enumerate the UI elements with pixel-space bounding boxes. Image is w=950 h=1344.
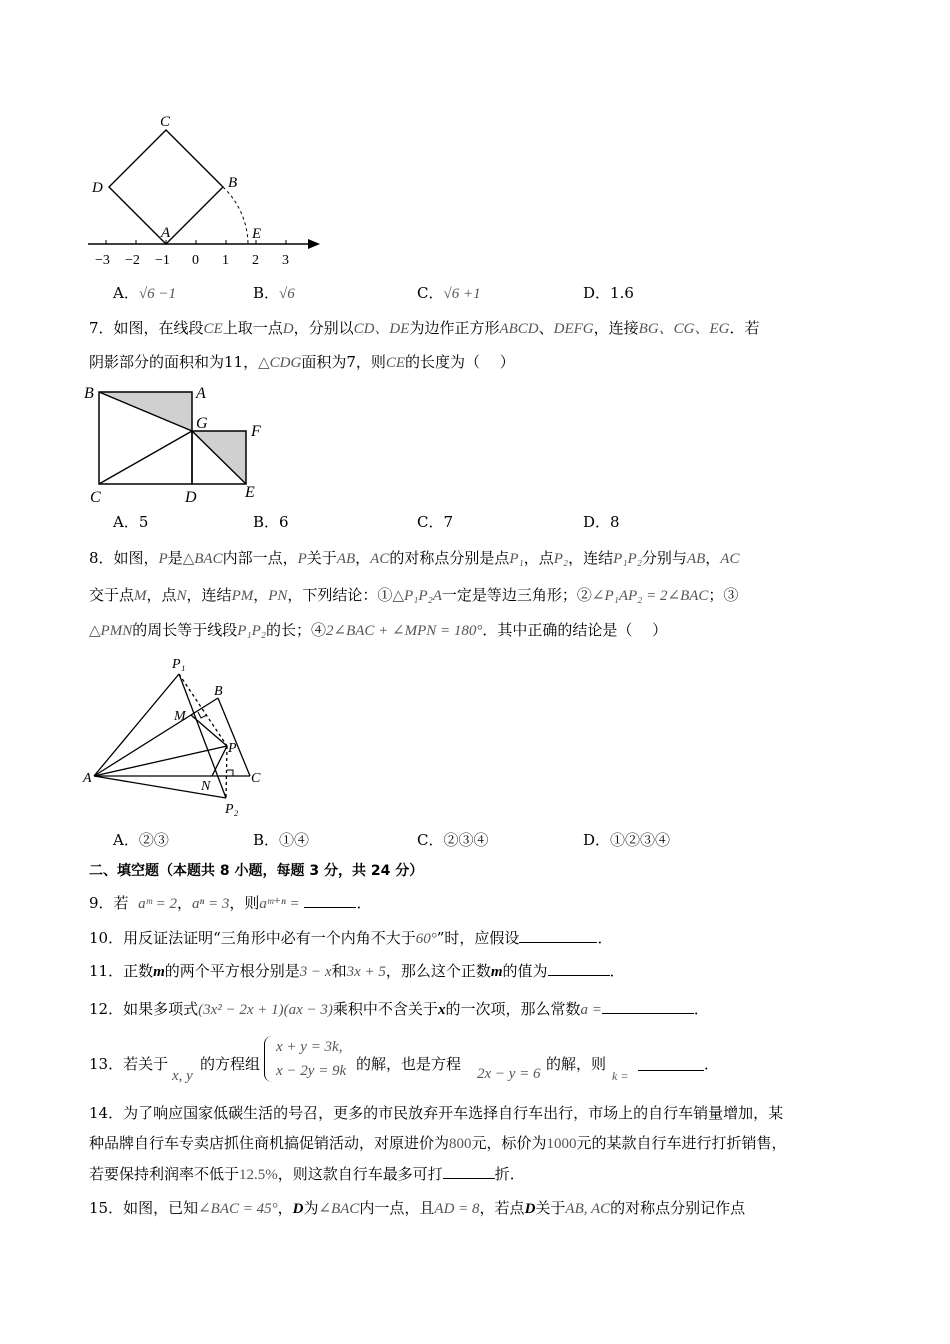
- label-a: A: [83, 771, 92, 786]
- q6-option-d[interactable]: D．1.6: [583, 284, 634, 302]
- label-e: E: [252, 226, 262, 242]
- arc-be: [223, 187, 248, 244]
- q9-answer-blank[interactable]: [304, 893, 356, 908]
- label-p2: P₂: [225, 802, 239, 817]
- q13-brace: [264, 1036, 273, 1082]
- label-c: C: [90, 489, 101, 506]
- q13-prefix: 13．若关于: [89, 1055, 169, 1073]
- label-p: P: [228, 741, 237, 756]
- label-a: A: [196, 385, 206, 402]
- tick-label: −2: [125, 253, 140, 268]
- tick-label: −3: [95, 253, 110, 268]
- q13-eq2: x − 2y = 9k: [276, 1063, 347, 1079]
- q11-answer-blank[interactable]: [548, 961, 610, 976]
- q14-line-2: 种品牌自行车专卖店抓住商机搞促销活动，对原进价为800元，标价为1000元的某款自行车进行打折销售，: [89, 1134, 787, 1152]
- q6-option-a[interactable]: A．√6 −1: [113, 284, 176, 302]
- label-c: C: [160, 114, 171, 130]
- q13-vars: x, y: [172, 1068, 193, 1084]
- q13-period: ．: [704, 1055, 720, 1073]
- q8-option-b[interactable]: B．①④: [253, 831, 310, 849]
- q13-eq3: 2x − y = 6: [477, 1066, 541, 1082]
- tick-label: 1: [222, 253, 229, 268]
- q14-line-1: 14．为了响应国家低碳生活的号召，更多的市民放弃开车选择自行车出行，市场上的自行车销量增加，某: [89, 1104, 784, 1122]
- q7-line-1: 7．如图，在线段CE上取一点D，分别以CD、DE为边作正方形ABCD、DEFG，连接BG、CG、EG．若: [89, 319, 760, 337]
- q8-line-2: 交于点M，点N，连结PM，PN，下列结论：①△P₁P₂A一定是等边三角形；②∠P₁AP₂ = 2∠BAC；③: [89, 586, 739, 604]
- side-bc: [218, 698, 250, 776]
- q8-option-c[interactable]: C．②③④: [417, 831, 489, 849]
- q8-line-3: △PMN的周长等于线段P₁P₂的长；④2∠BAC + ∠MPN = 180°．其中正确的结论是（ ）: [89, 621, 668, 639]
- q6-figure: [80, 110, 330, 270]
- tick-label: 3: [282, 253, 289, 268]
- q7-option-b[interactable]: B．6: [253, 513, 289, 531]
- q7-option-c[interactable]: C．7: [417, 513, 454, 531]
- q6-option-b[interactable]: B．√6: [253, 284, 295, 302]
- label-m: M: [174, 709, 186, 724]
- q8-option-d[interactable]: D．①②③④: [583, 831, 671, 849]
- label-b: B: [214, 684, 223, 699]
- q13-eq1: x + y = 3k,: [276, 1039, 343, 1055]
- tick-label: 2: [252, 253, 259, 268]
- q7-figure: [80, 378, 280, 508]
- label-g: G: [196, 415, 208, 432]
- tick-label: 0: [192, 253, 199, 268]
- q8-line-1: 8．如图，P是△BAC内部一点，P关于AB，AC的对称点分别是点P₁，点P₂，连结P₁P₂分别与AB，AC: [89, 549, 740, 567]
- q8-option-a[interactable]: A．②③: [113, 831, 169, 849]
- label-a: A: [161, 225, 171, 241]
- q7-option-d[interactable]: D．8: [583, 513, 620, 531]
- q6-option-c[interactable]: C．√6 +1: [417, 284, 481, 302]
- label-d: D: [185, 489, 197, 506]
- q11: 11．正数m的两个平方根分别是3 − x和3x + 5，那么这个正数m的值为 ．: [89, 962, 625, 980]
- q9: 9．若 aᵐ = 2，aⁿ = 3，则aᵐ⁺ⁿ = ．: [89, 894, 372, 912]
- label-c: C: [251, 771, 261, 786]
- label-p1: P₁: [172, 657, 186, 672]
- q13-system-label: 的方程组: [200, 1055, 261, 1073]
- label-e: E: [245, 484, 255, 501]
- side-ab: [94, 698, 218, 776]
- q13-k: k =: [612, 1069, 629, 1083]
- tick-label: −1: [155, 253, 170, 268]
- q13-end: 的解，则: [546, 1055, 607, 1073]
- label-f: F: [251, 423, 261, 440]
- q10: 10．用反证法证明“三角形中必有一个内角不大于60°”时，应假设 ．: [89, 929, 613, 947]
- q13-suffix: 的解，也是方程: [356, 1055, 462, 1073]
- q13-answer-blank[interactable]: [638, 1056, 704, 1071]
- label-d: D: [92, 180, 103, 196]
- q15: 15．如图，已知∠BAC = 45°，D为∠BAC内一点，且AD = 8，若点D关于AB, AC的对称点分别记作点: [89, 1199, 746, 1217]
- q8-figure: [80, 652, 280, 822]
- q7-option-a[interactable]: A．5: [113, 513, 149, 531]
- q14-answer-blank[interactable]: [443, 1164, 495, 1179]
- q10-answer-blank[interactable]: [519, 928, 597, 943]
- label-b: B: [84, 385, 94, 402]
- q12: 12．如果多项式(3x² − 2x + 1)(ax − 3)乘积中不含关于x的一次项，那么常数a = ．: [89, 1000, 709, 1018]
- q12-answer-blank[interactable]: [602, 999, 694, 1014]
- q7-line-2: 阴影部分的面积和为11，△CDG面积为7，则CE的长度为（ ）: [89, 353, 515, 371]
- section-title: 二、填空题（本题共 8 小题，每题 3 分，共 24 分）: [89, 863, 424, 879]
- q14-line-3: 若要保持利润率不低于12.5%，则这款自行车最多可打 折．: [89, 1165, 525, 1183]
- arrow-head: [308, 239, 320, 249]
- label-n: N: [201, 779, 211, 794]
- label-b: B: [228, 175, 238, 191]
